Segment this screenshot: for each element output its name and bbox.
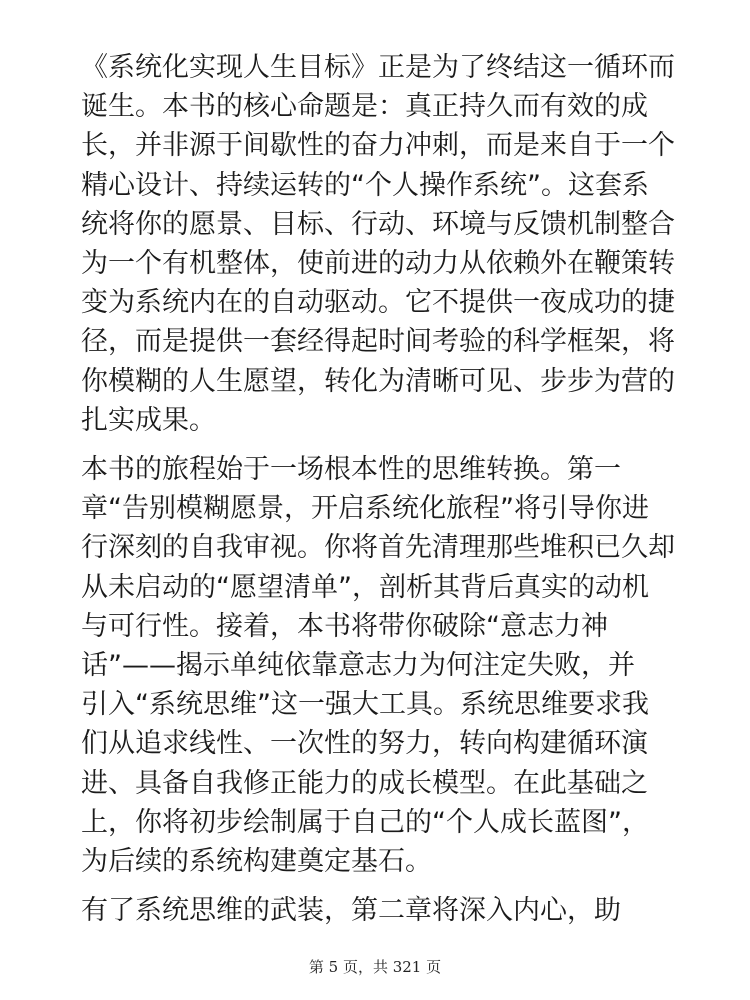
text-line: 你模糊的人生愿望，转化为清晰可见、步步为营的 bbox=[81, 365, 675, 397]
text-line: 径，而是提供一套经得起时间考验的科学框架，将 bbox=[81, 326, 675, 358]
text-line: 话”——揭示单纯依靠意志力为何注定失败，并 bbox=[81, 650, 635, 682]
text-line: 们从追求线性、一次性的努力，转向构建循环演 bbox=[81, 728, 648, 760]
body-text bbox=[81, 48, 681, 940]
text-line: 为一个有机整体，使前进的动力从依赖外在鞭策转 bbox=[81, 248, 675, 280]
text-line: 行深刻的自我审视。你将首先清理那些堆积已久却 bbox=[81, 532, 675, 564]
paragraph bbox=[81, 48, 681, 440]
text-line: 《系统化实现人生目标》正是为了终结这一循环而 bbox=[81, 52, 675, 83]
paragraph bbox=[81, 450, 681, 881]
paragraph bbox=[81, 891, 681, 930]
text-line: 进、具备自我修正能力的成长模型。在此基础之 bbox=[81, 767, 648, 799]
text-line: 变为系统内在的自动驱动。它不提供一夜成功的捷 bbox=[81, 287, 675, 319]
page-number-footer: 第 5 页，共 321 页 bbox=[308, 958, 442, 976]
text-line: 统将你的愿景、目标、行动、环境与反馈机制整合 bbox=[81, 208, 675, 240]
text-line: 长，并非源于间歇性的奋力冲刺，而是来自于一个 bbox=[81, 130, 675, 162]
text-line: 扎实成果。 bbox=[81, 404, 216, 436]
text-line: 上，你将初步绘制属于自己的“个人成长蓝图”， bbox=[81, 806, 649, 838]
text-line: 为后续的系统构建奠定基石。 bbox=[81, 846, 432, 878]
text-line: 与可行性。接着，本书将带你破除“意志力神 bbox=[81, 610, 608, 642]
text-line: 诞生。本书的核心命题是：真正持久而有效的成 bbox=[81, 91, 648, 123]
text-line: 本书的旅程始于一场根本性的思维转换。第一 bbox=[81, 454, 621, 486]
text-line: 从未启动的“愿望清单”，剖析其背后真实的动机 bbox=[81, 571, 649, 603]
text-line: 有了系统思维的武装，第二章将深入内心，助 bbox=[81, 895, 621, 927]
text-line: 引入“系统思维”这一强大工具。系统思维要求我 bbox=[81, 689, 649, 721]
text-line: 章“告别模糊愿景，开启系统化旅程”将引导你进 bbox=[81, 493, 649, 525]
text-line: 精心设计、持续运转的“个人操作系统”。这套系 bbox=[81, 169, 649, 201]
